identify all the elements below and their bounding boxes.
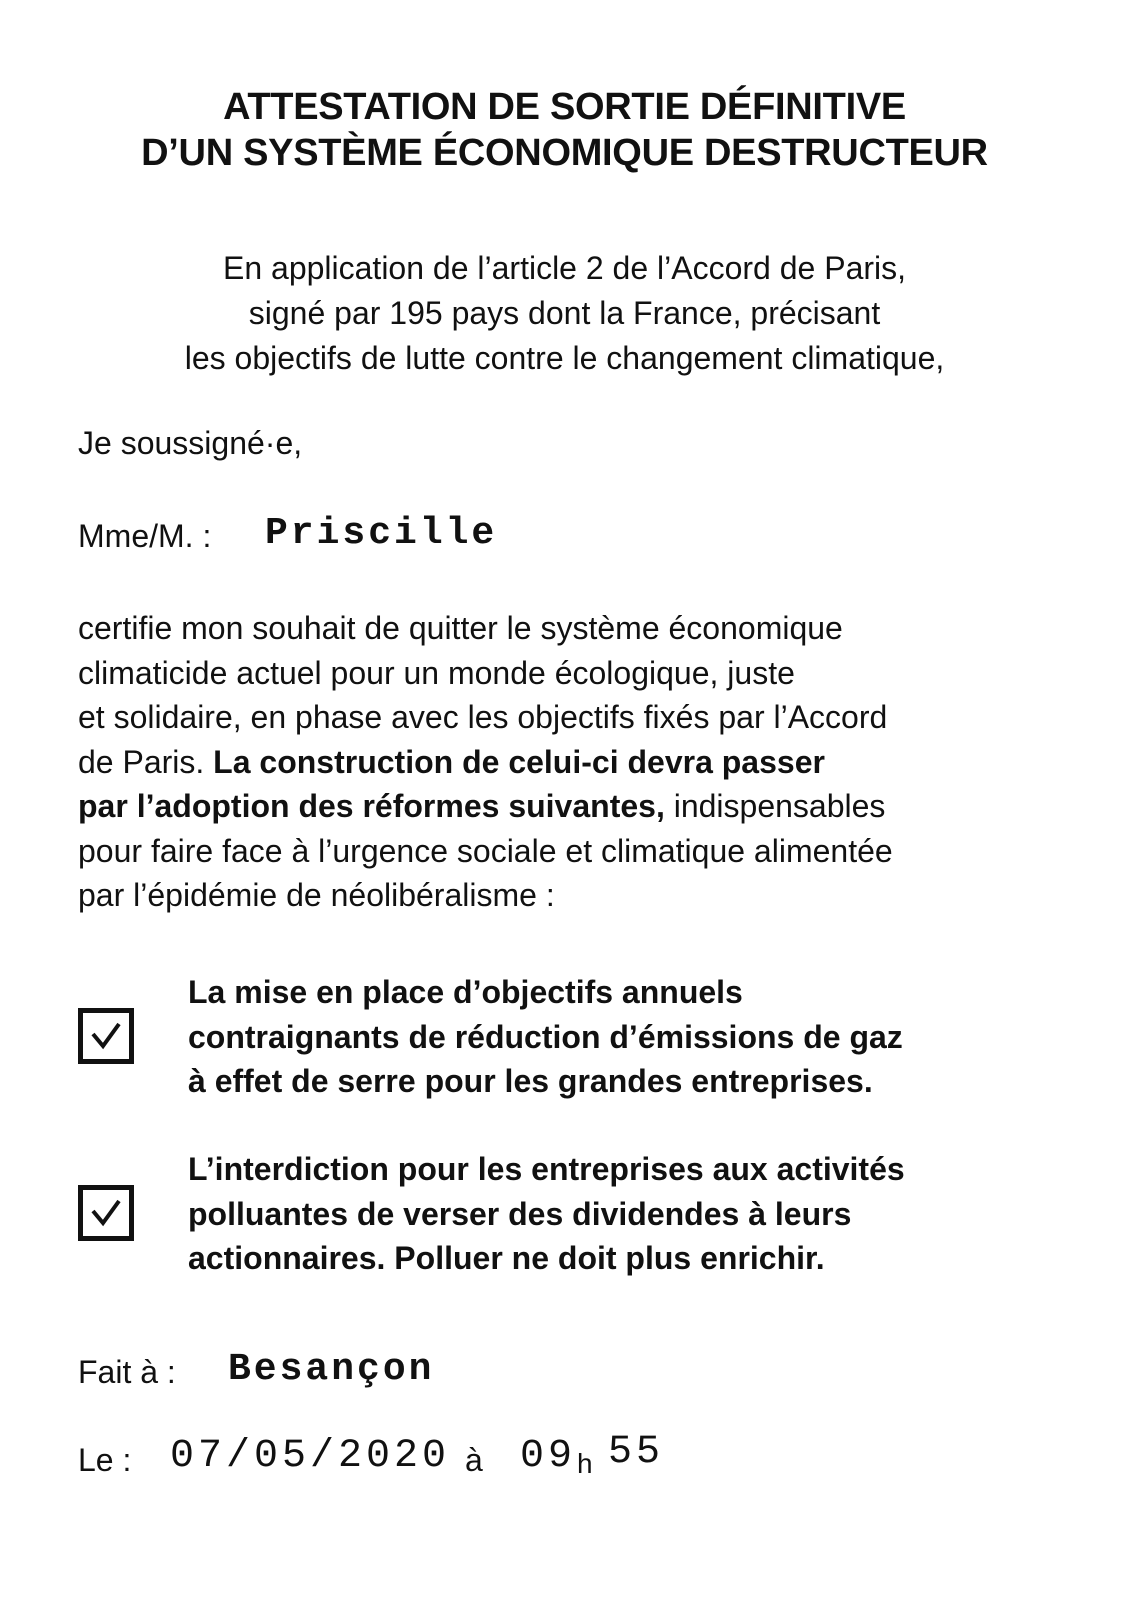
reform-line: polluantes de verser des dividendes à leurs (188, 1195, 852, 1232)
checkmark-icon (89, 1196, 123, 1230)
minute-field[interactable]: 55 (608, 1430, 665, 1475)
statement-line-6: pour faire face à l’urgence sociale et climatique alimentée (78, 832, 893, 869)
hour-separator: h (577, 1448, 593, 1479)
intro-line-1: En application de l’article 2 de l’Accord de Paris, (222, 250, 907, 286)
reform-checkbox[interactable] (78, 1008, 134, 1064)
name-label: Mme/M. : (78, 518, 212, 554)
intro-line-2: signé par 195 pays dont la France, précisant (248, 295, 881, 331)
statement-line-7: par l’épidémie de néolibéralisme : (78, 877, 555, 913)
reform-line: actionnaires. Polluer ne doit plus enrichir. (188, 1240, 825, 1276)
title-line-1: ATTESTATION DE SORTIE DÉFINITIVE (223, 86, 906, 128)
statement-paragraph (78, 606, 1078, 918)
time-at-label: à (465, 1442, 483, 1478)
statement-line-3: et solidaire, en phase avec les objectifs fixés par l’Accord (78, 699, 888, 735)
hour-field[interactable]: 09 (520, 1434, 577, 1479)
reform-line: La mise en place d’objectifs annuels (188, 974, 743, 1010)
date-label: Le : (78, 1442, 132, 1478)
document-title (40, 84, 1089, 176)
statement-line-4 (78, 740, 1078, 785)
statement-line-4-bold: La construction de celui-ci devra passer (213, 743, 825, 780)
statement-line-1: certifie mon souhait de quitter le système économique (78, 610, 843, 646)
reform-checkbox[interactable] (78, 1185, 134, 1241)
title-line-2: D’UN SYSTÈME ÉCONOMIQUE DESTRUCTEUR (141, 132, 988, 174)
statement-line-2: climaticide actuel pour un monde écologique, juste (78, 654, 795, 691)
statement-line-5-bold: par l’adoption des réformes suivantes, (78, 788, 665, 824)
statement-line-5-normal: indispensables (664, 788, 886, 824)
signatory-intro: Je soussigné·e, (78, 425, 303, 461)
name-field[interactable]: Priscille (265, 512, 498, 555)
reform-line: L’interdiction pour les entreprises aux activités (188, 1151, 905, 1187)
reform-text (188, 970, 1058, 1104)
date-field[interactable]: 07/05/2020 (170, 1434, 451, 1479)
place-label: Fait à : (78, 1354, 176, 1390)
place-field[interactable]: Besançon (228, 1348, 435, 1391)
reform-line: à effet de serre pour les grandes entreprises. (188, 1063, 873, 1099)
statement-line-5 (78, 784, 1078, 829)
checkmark-icon (89, 1019, 123, 1053)
intro-line-3: les objectifs de lutte contre le changement climatique, (184, 340, 945, 376)
reform-line: contraignants de réduction d’émissions de gaz (188, 1018, 903, 1055)
intro-paragraph (40, 246, 1089, 381)
statement-line-4-normal: de Paris. (78, 743, 214, 780)
reform-text (188, 1147, 1058, 1281)
